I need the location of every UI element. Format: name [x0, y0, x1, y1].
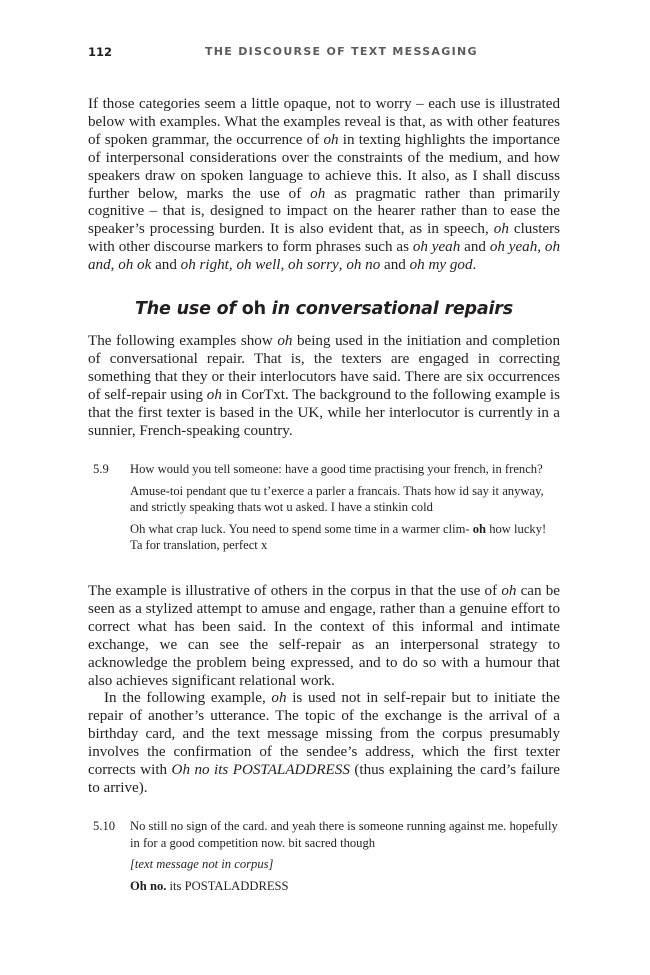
page-number: 112 [88, 45, 113, 59]
example-5-10 [88, 818, 560, 899]
paragraph-repair-intro: The following examples show oh being used in the initiation and completion of conversational repair. That is, the texters are engaged in correcting something that they or their interlocutors have said. There are six occurrences of self-repair using oh in CorTxt. The background to the following example is that the first texter is based in the UK, while her interlocutor is currently in a sunnier, French-speaking country. [88, 333, 561, 439]
example-message: Oh what crap luck. You need to spend some time in a warmer clim- oh how lucky! Ta for translation, perfect x [130, 521, 547, 552]
example-message: No still no sign of the card. and yeah there is someone running against me. hopefully in for a good competition now. bit sacred though [130, 819, 558, 850]
discussion-text [88, 583, 560, 798]
paragraph-other-repair: In the following example, oh is used not in self-repair but to initiate the repair of another’s utterance. The topic of the exchange is the arrival of a birthday card, and the text message missing from the corpus presumably involves the confirmation of the sendee’s address, which the first texter corrects with Oh no its POSTALADDRESS (thus explaining the card’s failure to arrive). [88, 690, 560, 796]
example-number: 5.9 [93, 462, 109, 476]
paragraph-categories: If those categories seem a little opaque, not to worry – each use is illustrated below with examples. What the examples reveal is that, as with other features of spoken grammar, the occurrence of oh in texting highlights the importance of interpersonal considerations over the constraints of the medium, and how speakers draw on spoken language to achieve this. It also, as I shall discuss further below, marks the use of oh as pragmatic rather than primarily cognitive – that is, designed to impact on the hearer rather than to ease the speaker’s processing burden. It is also evident that, as in speech, oh clusters with other discourse markers to form phrases such as oh yeah and oh yeah, oh and, oh ok and oh right, oh well, oh sorry, oh no and oh my god. [88, 96, 560, 274]
paragraph-illustrative: The example is illustrative of others in the corpus in that the use of oh can be seen as a stylized attempt to amuse and engage, rather than a genuine effort to correct what has been said. In the context of this informal and intimate exchange, we can see the self-repair as an interpersonal strategy to acknowledge the problem being expressed, and to do so with a humour that also achieves significant relational work. [88, 583, 560, 689]
section-heading: The use of oh in conversational repairs [135, 299, 513, 319]
running-title: THE DISCOURSE OF TEXT MESSAGING [205, 45, 478, 58]
example-message: Amuse-toi pendant que tu t’exerce a parler a francais. Thats how id say it anyway, and strictly speaking thats wot u asked. I have a stinkin cold [130, 483, 544, 514]
example-number: 5.10 [93, 819, 116, 833]
example-message-missing: [text message not in corpus] [130, 857, 274, 871]
example-5-9 [88, 461, 560, 559]
example-message: Oh no. its POSTALADDRESS [130, 878, 289, 893]
example-message: How would you tell someone: have a good time practising your french, in french? [130, 462, 543, 476]
running-head [88, 45, 560, 65]
